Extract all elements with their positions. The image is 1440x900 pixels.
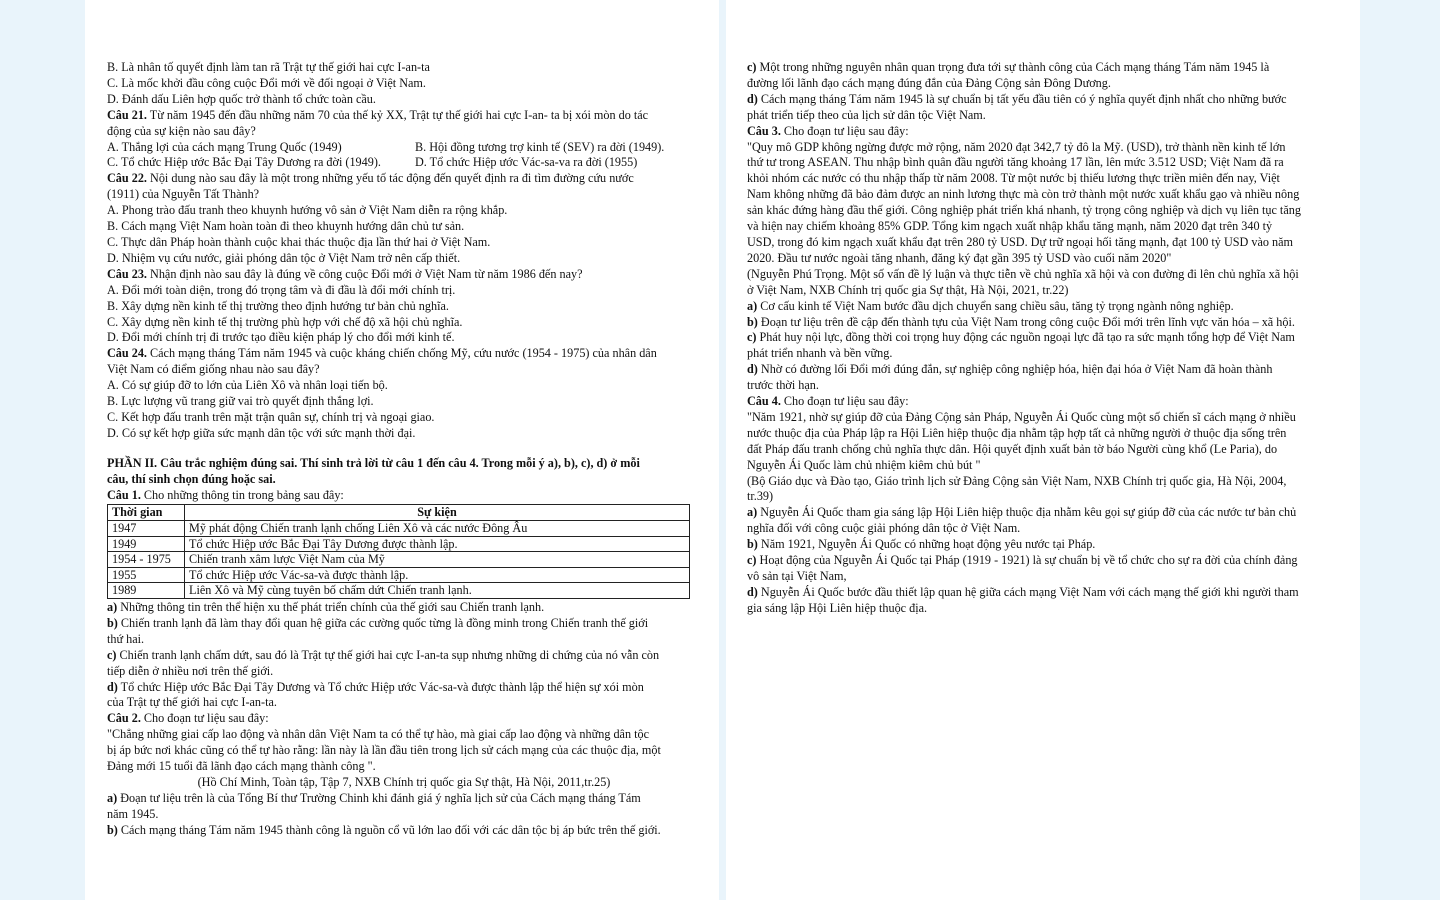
quote-line: và hiện nay chiếm khoảng 85% GDP. Tổng kim ngạch xuất nhập khẩu tăng mạnh, năm 2020 đạt trên 340 tỷ [747,219,1273,234]
document-page-left [85,0,719,900]
quote-line: bị áp bức nơi khác cũng có thể tự hào rằng: lần này là lần đầu tiên trong lịch sử cách mạng của các thuộc địa, một [107,743,661,758]
statement-b [747,315,1342,331]
table-cell: 1947 [108,521,185,537]
statement-a [747,299,1342,315]
statement-text: vô sản tại Việt Nam, [747,569,847,583]
option-a: A. Phong trào đấu tranh theo khuynh hướng vô sản ở Việt Nam diễn ra rộng khắp. [107,203,508,218]
text-line: B. Là nhân tố quyết định làm tan rã Trật tự thế giới hai cực I-an-ta [107,60,430,74]
question-23 [107,267,701,283]
statement-label: a) [747,505,758,520]
question-text: (1911) của Nguyễn Tất Thành? [107,187,260,202]
statement-text: Hoạt động của Nguyễn Ái Quốc tại Pháp (1919 - 1921) là sự chuẩn bị về tổ chức cho sự ra đời của chính đảng [756,553,1298,568]
table-cell: 1989 [108,583,185,599]
table-cell: Chiến tranh xâm lược Việt Nam của Mỹ [185,552,690,568]
question-label: Câu 3. [747,123,781,138]
statement-label: b) [107,822,118,837]
column-header-event: Sự kiện [185,505,690,521]
statement-text: Chiến tranh lạnh chấm dứt, sau đó là Trật tự thế giới hai cực I-an-ta sụp nhưng những di chứng của nó vẫn còn [116,647,660,662]
question-text: Cách mạng tháng Tám năm 1945 và cuộc kháng chiến chống Mỹ, cứu nước (1954 - 1975) của nhân dân [146,346,657,361]
statement-text: phát triển nhanh và bền vững. [747,346,893,361]
part-2-heading: PHẦN II. Câu trắc nghiệm đúng sai. Thí sinh trả lời từ câu 1 đến câu 4. Trong mỗi ý a), b), c), d) ở mỗi [107,455,640,470]
statement-d [747,362,1342,378]
statement-d [747,585,1342,601]
quote-line: Đảng mới 15 tuổi đã lãnh đạo cách mạng thành công ". [107,759,376,774]
table-row [108,552,690,568]
question-label: Câu 21. [107,107,147,122]
statement-text: Phát huy nội lực, đồng thời coi trọng huy động các nguồn ngoại lực đã tạo ra sức mạnh tổng hợp để Việt Nam [756,330,1295,345]
option-b: B. Cách mạng Việt Nam hoàn toàn đi theo khuynh hướng dân chủ tư sản. [107,219,465,234]
statement-text: tiếp diễn ở nhiều nơi trên thế giới. [107,663,274,678]
question-22 [107,171,701,187]
question-4 [747,394,1342,410]
quote-source: tr.39) [747,489,774,504]
statement-label: a) [747,298,758,313]
statement-label: a) [107,790,118,805]
quote-line: đất Pháp đấu tranh chống chủ nghĩa thực dân. Hội quyết định xuất bản tờ báo Người cùng khổ (Le Paria), do [747,441,1278,456]
statement-label: d) [747,584,758,599]
question-text: Cho những thông tin trong bảng sau đây: [140,487,344,502]
question-text: động của sự kiện nào sau đây? [107,123,256,138]
question-text: Cho đoạn tư liệu sau đây: [780,123,909,138]
statement-a [107,600,701,616]
statement-label: a) [107,600,118,615]
option-b: B. Lực lượng vũ trang giữ vai trò quyết định thắng lợi. [107,394,374,409]
option-c: C. Xây dựng nền kinh tế thị trường phù hợp với chế độ xã hội chủ nghĩa. [107,314,463,329]
statement-label: c) [747,60,757,74]
statement-text: đường lối lãnh đạo cách mạng đúng đắn của Đảng Cộng sản Đông Dương. [747,75,1111,90]
statement-text: Những thông tin trên thể hiện xu thế phát triển chính của thế giới sau Chiến tranh lạnh. [117,600,545,615]
statement-text: Cách mạng tháng Tám năm 1945 thành công là nguồn cổ vũ lớn lao đối với các dân tộc bị áp bức trên thế giới. [117,822,661,837]
statement-label: b) [107,615,118,630]
part-2-heading: câu, thí sinh chọn đúng hoặc sai. [107,471,276,486]
statement-text: của Trật tự thế giới hai cực I-an-ta. [107,695,277,710]
quote-line: khỏi nhóm các nước có thu nhập thấp từ năm 2008. Từ một nước bị thiếu lương thực triền miên đến nay, Việt [747,171,1280,186]
question-2 [107,711,701,727]
table-cell: Liên Xô và Mỹ cùng tuyên bố chấm dứt Chiến tranh lạnh. [185,583,690,599]
statement-label: b) [747,537,758,552]
option-b: B. Hội đồng tương trợ kinh tế (SEV) ra đời (1949). [415,139,665,154]
table-cell: 1954 - 1975 [108,552,185,568]
table-cell: Mỹ phát động Chiến tranh lạnh chống Liên Xô và các nước Đông Âu [185,521,690,537]
question-24 [107,346,701,362]
quote-line: 2020. Đầu tư nước ngoài tăng nhanh, đăng ký đạt gần 395 tỷ USD vào cuối năm 2020" [747,250,1172,265]
statement-b [107,823,701,839]
quote-line: "Năm 1921, nhờ sự giúp đỡ của Đảng Cộng sản Pháp, Nguyễn Ái Quốc cùng một số chiến sĩ cách mạng ở nhiều [747,409,1296,424]
quote-source: (Bộ Giáo dục và Đào tạo, Giáo trình lịch sử Đảng Cộng sản Việt Nam, NXB Chính trị quốc gia, Hà Nội, 2004, [747,473,1287,488]
statement-label: d) [107,679,118,694]
document-page-right [726,0,1360,900]
text-line: D. Đánh dấu Liên hợp quốc trở thành tổ chức toàn cầu. [107,91,376,106]
statement-a [107,791,701,807]
quote-line: thứ tư trong ASEAN. Thu nhập bình quân đầu người tăng khoảng 17 lần, lên mức 3.512 USD; Việt Nam đã ra [747,155,1284,170]
question-text: Cho đoạn tư liệu sau đây: [780,394,909,409]
statement-text: Cách mạng tháng Tám năm 1945 là sự chuẩn bị tất yếu đầu tiên có ý nghĩa quyết định nhất cho những bước [757,91,1287,106]
statement-text: thứ hai. [107,631,145,646]
table-row [108,567,690,583]
option-c: C. Kết hợp đấu tranh trên mặt trận quân sự, chính trị và ngoại giao. [107,409,435,424]
option-a: A. Có sự giúp đỡ to lớn của Liên Xô và nhân loại tiến bộ. [107,378,388,393]
quote-source: (Hồ Chí Minh, Toàn tập, Tập 7, NXB Chính trị quốc gia Sự thật, Hà Nội, 2011,tr.25) [197,775,611,789]
statement-d [107,680,701,696]
quote-source: (Nguyễn Phú Trọng. Một số vấn đề lý luận và thực tiễn về chủ nghĩa xã hội và con đường đi lên chủ nghĩa xã hội [747,266,1299,281]
question-label: Câu 4. [747,394,781,409]
question-label: Câu 24. [107,346,147,361]
statement-text: Nhờ có đường lối Đổi mới đúng đắn, sự nghiệp công nghiệp hóa, hiện đại hóa ở Việt Nam đã hoàn thành [757,362,1273,377]
statement-text: năm 1945. [107,806,159,821]
statement-text: Một trong những nguyên nhân quan trọng đưa tới sự thành công của Cách mạng tháng Tám năm 1945 là [756,60,1270,74]
question-text: Cho đoạn tư liệu sau đây: [140,711,269,726]
table-row [108,521,690,537]
statement-text: Nguyễn Ái Quốc bước đầu thiết lập quan hệ giữa cách mạng Việt Nam với cách mạng thế giới khi người tham [757,584,1299,599]
statement-d [747,92,1342,108]
table-cell: 1949 [108,536,185,552]
statement-b [747,537,1342,553]
option-d: D. Tổ chức Hiệp ước Vác-sa-va ra đời (1955) [415,155,638,170]
statement-label: c) [107,647,117,662]
statement-label: c) [747,330,757,345]
statement-label: c) [747,553,757,568]
statement-c [107,648,701,664]
statement-text: gia sáng lập Hội Liên hiệp thuộc địa. [747,600,928,615]
statement-label: d) [747,91,758,106]
statement-text: Cơ cấu kinh tế Việt Nam bước đầu dịch chuyển sang chiều sâu, tăng tỷ trọng ngành nông nghiệp. [757,298,1234,313]
option-d: D. Có sự kết hợp giữa sức mạnh dân tộc với sức mạnh thời đại. [107,425,416,440]
option-c: C. Tổ chức Hiệp ước Bắc Đại Tây Dương ra đời (1949). [107,155,381,170]
question-label: Câu 1. [107,487,141,502]
question-21 [107,108,701,124]
question-label: Câu 2. [107,711,141,726]
question-text: Việt Nam có điểm giống nhau nào sau đây? [107,362,320,377]
statement-text: Chiến tranh lạnh đã làm thay đổi quan hệ giữa các cường quốc từng là đồng minh trong Chiến tranh thế giới [117,615,649,630]
option-a: A. Thắng lợi của cách mạng Trung Quốc (1949) [107,139,342,154]
quote-line: "Quy mô GDP không ngừng được mở rộng, năm 2020 đạt 342,7 tỷ đô la Mỹ. (USD), trở thành nền kinh tế lớn [747,139,1286,154]
table-cell: Tổ chức Hiệp ước Vác-sa-và được thành lập. [185,567,690,583]
quote-line: nước thuộc địa của Pháp lập ra Hội Liên hiệp thuộc địa nhằm tập hợp tất cả những người ở thuộc địa sống trên [747,425,1287,440]
text-line: C. Là mốc khởi đầu công cuộc Đổi mới về đối ngoại ở Việt Nam. [107,75,426,90]
statement-text: Tổ chức Hiệp ước Bắc Đại Tây Dương và Tổ chức Hiệp ước Vác-sa-và được thành lập thể hiện sự xói mòn [117,679,644,694]
option-c: C. Thực dân Pháp hoàn thành cuộc khai thác thuộc địa lần thứ hai ở Việt Nam. [107,234,491,249]
question-3 [747,124,1342,140]
quote-line: Nam không những đã bảo đảm được an ninh lương thực mà còn trở thành một nước xuất khẩu gạo và nhiều nông [747,187,1300,202]
option-b: B. Xây dựng nền kinh tế thị trường theo định hướng tư bản chủ nghĩa. [107,298,449,313]
quote-source: ở Việt Nam, NXB Chính trị quốc gia Sự thật, Hà Nội, 2021, tr.22) [747,282,1069,297]
table-cell: Tổ chức Hiệp ước Bắc Đại Tây Dương được thành lập. [185,536,690,552]
option-d: D. Đổi mới chính trị đi trước tạo điều kiện pháp lý cho đổi mới kinh tế. [107,330,455,345]
statement-c [747,330,1342,346]
table-cell: 1955 [108,567,185,583]
question-text: Từ năm 1945 đến đầu những năm 70 của thế kỷ XX, Trật tự thế giới hai cực I-an- ta bị xói mòn do tác [146,107,649,122]
question-label: Câu 22. [107,171,147,186]
question-text: Nhận định nào sau đây là đúng về công cuộc Đổi mới ở Việt Nam từ năm 1986 đến nay? [146,266,583,281]
statement-text: phát triển tiếp theo của lịch sử dân tộc Việt Nam. [747,107,986,122]
option-row [107,155,701,171]
statement-label: b) [747,314,758,329]
table-row [108,536,690,552]
statement-label: d) [747,362,758,377]
question-text: Nội dung nào sau đây là một trong những yếu tố tác động đến quyết định ra đi tìm đường cứu nước [146,171,634,186]
quote-line: USD, trong đó kim ngạch xuất khẩu đạt trên 280 tỷ USD. Dự trữ ngoại hối tăng mạnh, đạt 100 tỷ USD vào năm [747,234,1294,249]
statement-c [747,60,1342,76]
quote-line: "Chẳng những giai cấp lao động và nhân dân Việt Nam ta có thể tự hào, mà giai cấp lao động và những dân tộc [107,727,649,742]
option-d: D. Nhiệm vụ cứu nước, giải phóng dân tộc ở Việt Nam trở nên cấp thiết. [107,250,461,265]
statement-text: Năm 1921, Nguyễn Ái Quốc có những hoạt động yêu nước tại Pháp. [757,537,1096,552]
statement-c [747,553,1342,569]
statement-text: Nguyễn Ái Quốc tham gia sáng lập Hội Liên hiệp thuộc địa nhằm kêu gọi sự giúp đỡ của các nước tư bản chủ [757,505,1297,520]
option-row [107,140,701,156]
column-header-time: Thời gian [108,505,185,521]
question-1 [107,488,701,504]
table-row [108,583,690,599]
statement-b [107,616,701,632]
table-header-row [108,505,690,521]
quote-line: Nguyễn Ái Quốc làm chủ nhiệm kiêm chủ bút " [747,457,981,472]
statement-text: nghĩa đối với công cuộc giải phóng dân tộc ở Việt Nam. [747,521,1021,536]
option-a: A. Đổi mới toàn diện, trong đó trọng tâm và đi đầu là đổi mới chính trị. [107,282,456,297]
statement-text: trước thời hạn. [747,378,819,393]
quote-line: sản khác đứng hàng đầu thế giới. Công nghiệp phát triển khá nhanh, tỷ trọng công nghiệp và dịch vụ liên tục tăng [747,203,1301,218]
statement-text: Đoạn tư liệu trên đề cập đến thành tựu của Việt Nam trong công cuộc Đổi mới trên lĩnh vực văn hóa – xã hội. [757,314,1295,329]
question-label: Câu 23. [107,266,147,281]
statement-a [747,505,1342,521]
statement-text: Đoạn tư liệu trên là của Tổng Bí thư Trường Chinh khi đánh giá ý nghĩa lịch sử của Cách mạng tháng Tám [117,790,641,805]
events-table [107,504,690,599]
